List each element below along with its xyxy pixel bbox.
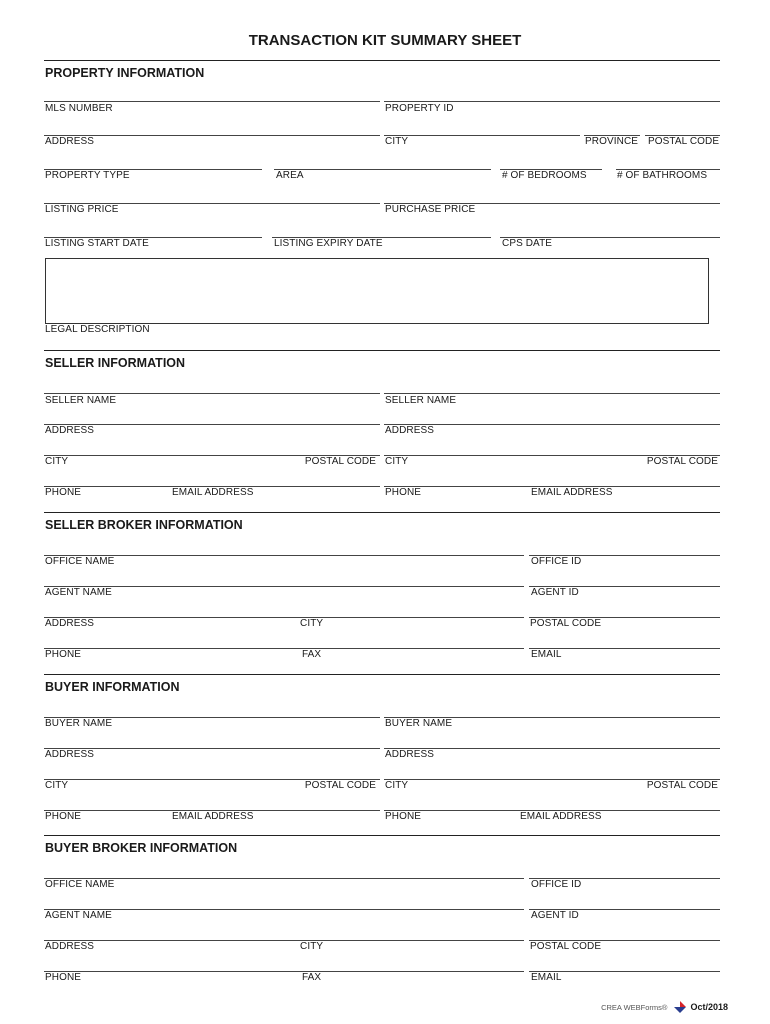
property-postal-code-label: POSTAL CODE [648,136,720,147]
buyer-phone-label-1: PHONE [45,811,82,822]
buyer-broker-phone-field[interactable] [44,971,524,986]
seller-phone-label-1: PHONE [45,487,82,498]
seller-phone-label-2: PHONE [385,487,422,498]
seller-broker-agent-name-field[interactable] [44,586,524,601]
section-divider [44,674,720,675]
seller-broker-agent-id-label: AGENT ID [531,587,579,598]
area-label: AREA [276,170,304,181]
seller-broker-office-name-field[interactable] [44,555,524,570]
legal-description-label: LEGAL DESCRIPTION [45,324,150,335]
buyer-address-label-1: ADDRESS [45,749,95,760]
seller-city-label-1: CITY [45,456,69,467]
footer [601,1001,728,1013]
section-divider [44,835,720,836]
seller-broker-office-id-label: OFFICE ID [531,556,582,567]
section-title-buyer: BUYER INFORMATION [45,680,180,694]
property-type-label: PROPERTY TYPE [45,170,130,181]
seller-city-label-2: CITY [385,456,409,467]
seller-email-label-1: EMAIL ADDRESS [172,487,254,498]
cps-date-label: CPS DATE [502,238,553,249]
seller-broker-address-field[interactable] [44,617,524,632]
seller-broker-office-name-label: OFFICE NAME [45,556,115,567]
buyer-broker-email-label: EMAIL [531,972,562,983]
page-title: TRANSACTION KIT SUMMARY SHEET [248,32,522,49]
seller-postal-code-label-2: POSTAL CODE [646,456,718,467]
buyer-address-label-2: ADDRESS [385,749,435,760]
buyer-broker-office-name-field[interactable] [44,878,524,893]
buyer-city-label-1: CITY [45,780,69,791]
crea-logo-icon [674,1001,686,1013]
province-label: PROVINCE [585,136,639,147]
seller-broker-fax-label: FAX [302,649,322,660]
section-title-property: PROPERTY INFORMATION [45,66,205,80]
buyer-broker-city-label: CITY [300,941,324,952]
section-title-seller-broker: SELLER BROKER INFORMATION [45,518,243,532]
bathrooms-label: # OF BATHROOMS [617,170,708,181]
section-title-seller: SELLER INFORMATION [45,356,186,370]
seller-broker-phone-field[interactable] [44,648,524,663]
seller-broker-email-label: EMAIL [531,649,562,660]
buyer-broker-fax-label: FAX [302,972,322,983]
section-divider [44,512,720,513]
footer-brand: CREA WEBForms® [601,1002,668,1012]
buyer-city-label-2: CITY [385,780,409,791]
buyer-phone-label-2: PHONE [385,811,422,822]
seller-broker-postal-code-label: POSTAL CODE [530,618,602,629]
buyer-name-label-1: BUYER NAME [45,718,113,729]
buyer-broker-address-field[interactable] [44,940,524,955]
seller-email-label-2: EMAIL ADDRESS [531,487,613,498]
seller-address-label-2: ADDRESS [385,425,435,436]
property-address-label: ADDRESS [45,136,95,147]
buyer-postal-code-label-1: POSTAL CODE [304,780,376,791]
buyer-address-field-2[interactable] [384,748,720,763]
property-city-field[interactable] [384,135,580,150]
property-address-field[interactable] [44,135,380,150]
property-id-label: PROPERTY ID [385,103,454,114]
seller-name-label-2: SELLER NAME [385,395,457,406]
buyer-email-label-1: EMAIL ADDRESS [172,811,254,822]
listing-price-label: LISTING PRICE [45,204,119,215]
buyer-broker-office-name-label: OFFICE NAME [45,879,115,890]
section-divider [44,60,720,61]
section-title-buyer-broker: BUYER BROKER INFORMATION [45,841,238,855]
buyer-broker-address-label: ADDRESS [45,941,95,952]
footer-date: Oct/2018 [690,1002,728,1012]
seller-address-field-2[interactable] [384,424,720,439]
buyer-name-label-2: BUYER NAME [385,718,453,729]
bedrooms-label: # OF BEDROOMS [502,170,587,181]
buyer-postal-code-label-2: POSTAL CODE [646,780,718,791]
seller-postal-code-label-1: POSTAL CODE [304,456,376,467]
buyer-broker-agent-id-label: AGENT ID [531,910,579,921]
seller-broker-phone-label: PHONE [45,649,82,660]
purchase-price-label: PURCHASE PRICE [385,204,476,215]
buyer-email-label-2: EMAIL ADDRESS [520,811,602,822]
seller-address-label-1: ADDRESS [45,425,95,436]
buyer-broker-agent-name-field[interactable] [44,909,524,924]
seller-broker-address-label: ADDRESS [45,618,95,629]
seller-broker-city-label: CITY [300,618,324,629]
buyer-broker-agent-name-label: AGENT NAME [45,910,112,921]
mls-number-label: MLS NUMBER [45,103,113,114]
legal-description-box[interactable] [45,258,709,324]
area-field[interactable] [274,169,491,184]
buyer-broker-postal-code-label: POSTAL CODE [530,941,602,952]
section-divider [44,350,720,351]
listing-start-date-label: LISTING START DATE [45,238,149,249]
seller-address-field-1[interactable] [44,424,380,439]
buyer-broker-office-id-label: OFFICE ID [531,879,582,890]
listing-expiry-date-label: LISTING EXPIRY DATE [274,238,383,249]
seller-broker-agent-name-label: AGENT NAME [45,587,112,598]
seller-name-label-1: SELLER NAME [45,395,117,406]
property-city-label: CITY [385,136,409,147]
buyer-broker-phone-label: PHONE [45,972,82,983]
buyer-address-field-1[interactable] [44,748,380,763]
